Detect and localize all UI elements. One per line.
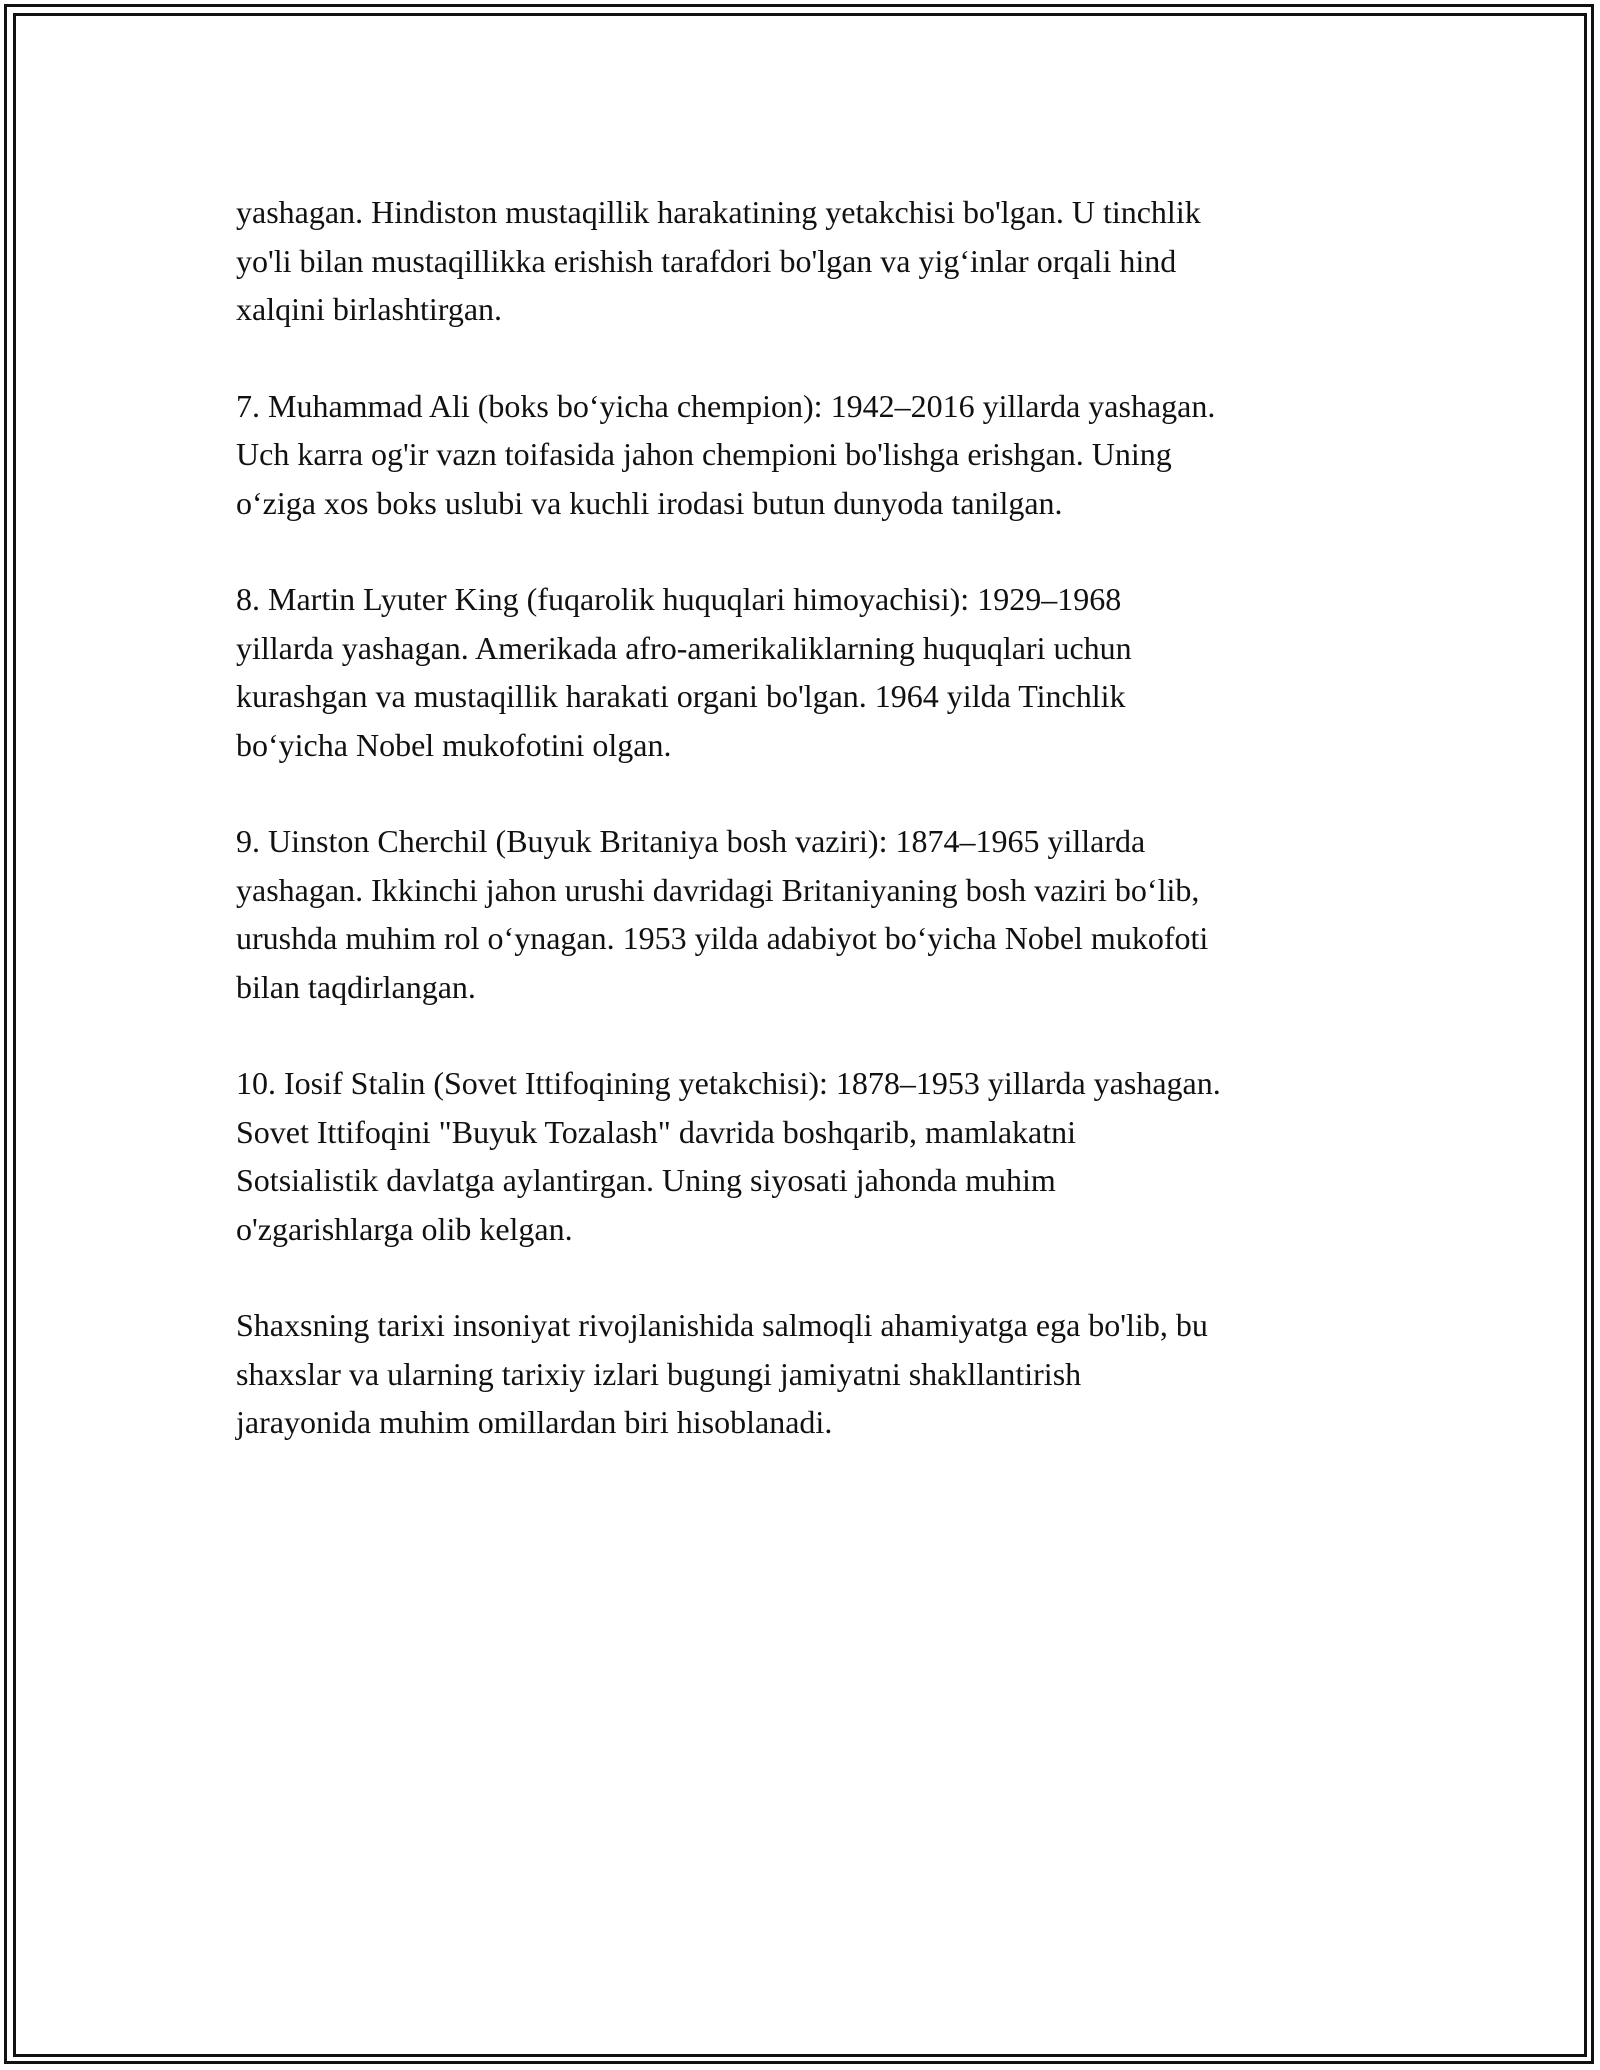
paragraph-conclusion: Shaxsning tarixi insoniyat rivojlanishida salmoqli ahamiyatga ega bo'lib, bu shaxslar va ularning tarixiy izlari bugungi jamiyatni shakllantirish jarayonida muhim omillardan biri hisoblanadi. xyxy=(236,1307,1208,1440)
document-page xyxy=(236,188,1376,1495)
paragraph-muhammad-ali: 7. Muhammad Ali (boks bo‘yicha chempion): 1942–2016 yillarda yashagan. Uch karra og'ir vazn toifasida jahon chempioni bo'lishga erishgan. Uning o‘ziga xos boks uslubi va kuchli irodasi butun dunyoda tanilgan. xyxy=(236,387,1216,521)
paragraph-joseph-stalin: 10. Iosif Stalin (Sovet Ittifoqining yetakchisi): 1878–1953 yillarda yashagan. Sovet Ittifoqini "Buyuk Tozalash" davrida boshqarib, mamlakatni Sotsialistik davlatga aylantirgan. Uning siyosati jahonda muhim o'zgarishlarga olib kelgan. xyxy=(236,1065,1221,1247)
paragraph-gandhi-continued: yashagan. Hindiston mustaqillik harakatining yetakchisi bo'lgan. U tinchlik yo'li bilan mustaqillikka erishish tarafdori bo'lgan va yig‘inlar orqali hind xalqini birlashtirgan. xyxy=(236,194,1201,327)
paragraph-martin-luther-king: 8. Martin Lyuter King (fuqarolik huquqlari himoyachisi): 1929–1968 yillarda yashagan. Amerikada afro-amerikaliklarning huquqlari uchun kurashgan va mustaqillik harakati organi bo'lgan. 1964 yilda Tinchlik bo‘yicha Nobel mukofotini olgan. xyxy=(236,581,1132,763)
paragraph-winston-churchill: 9. Uinston Cherchil (Buyuk Britaniya bosh vaziri): 1874–1965 yillarda yashagan. Ikkinchi jahon urushi davridagi Britaniyaning bosh vaziri bo‘lib, urushda muhim rol o‘ynagan. 1953 yilda adabiyot bo‘yicha Nobel mukofoti bilan taqdirlangan. xyxy=(236,823,1209,1005)
